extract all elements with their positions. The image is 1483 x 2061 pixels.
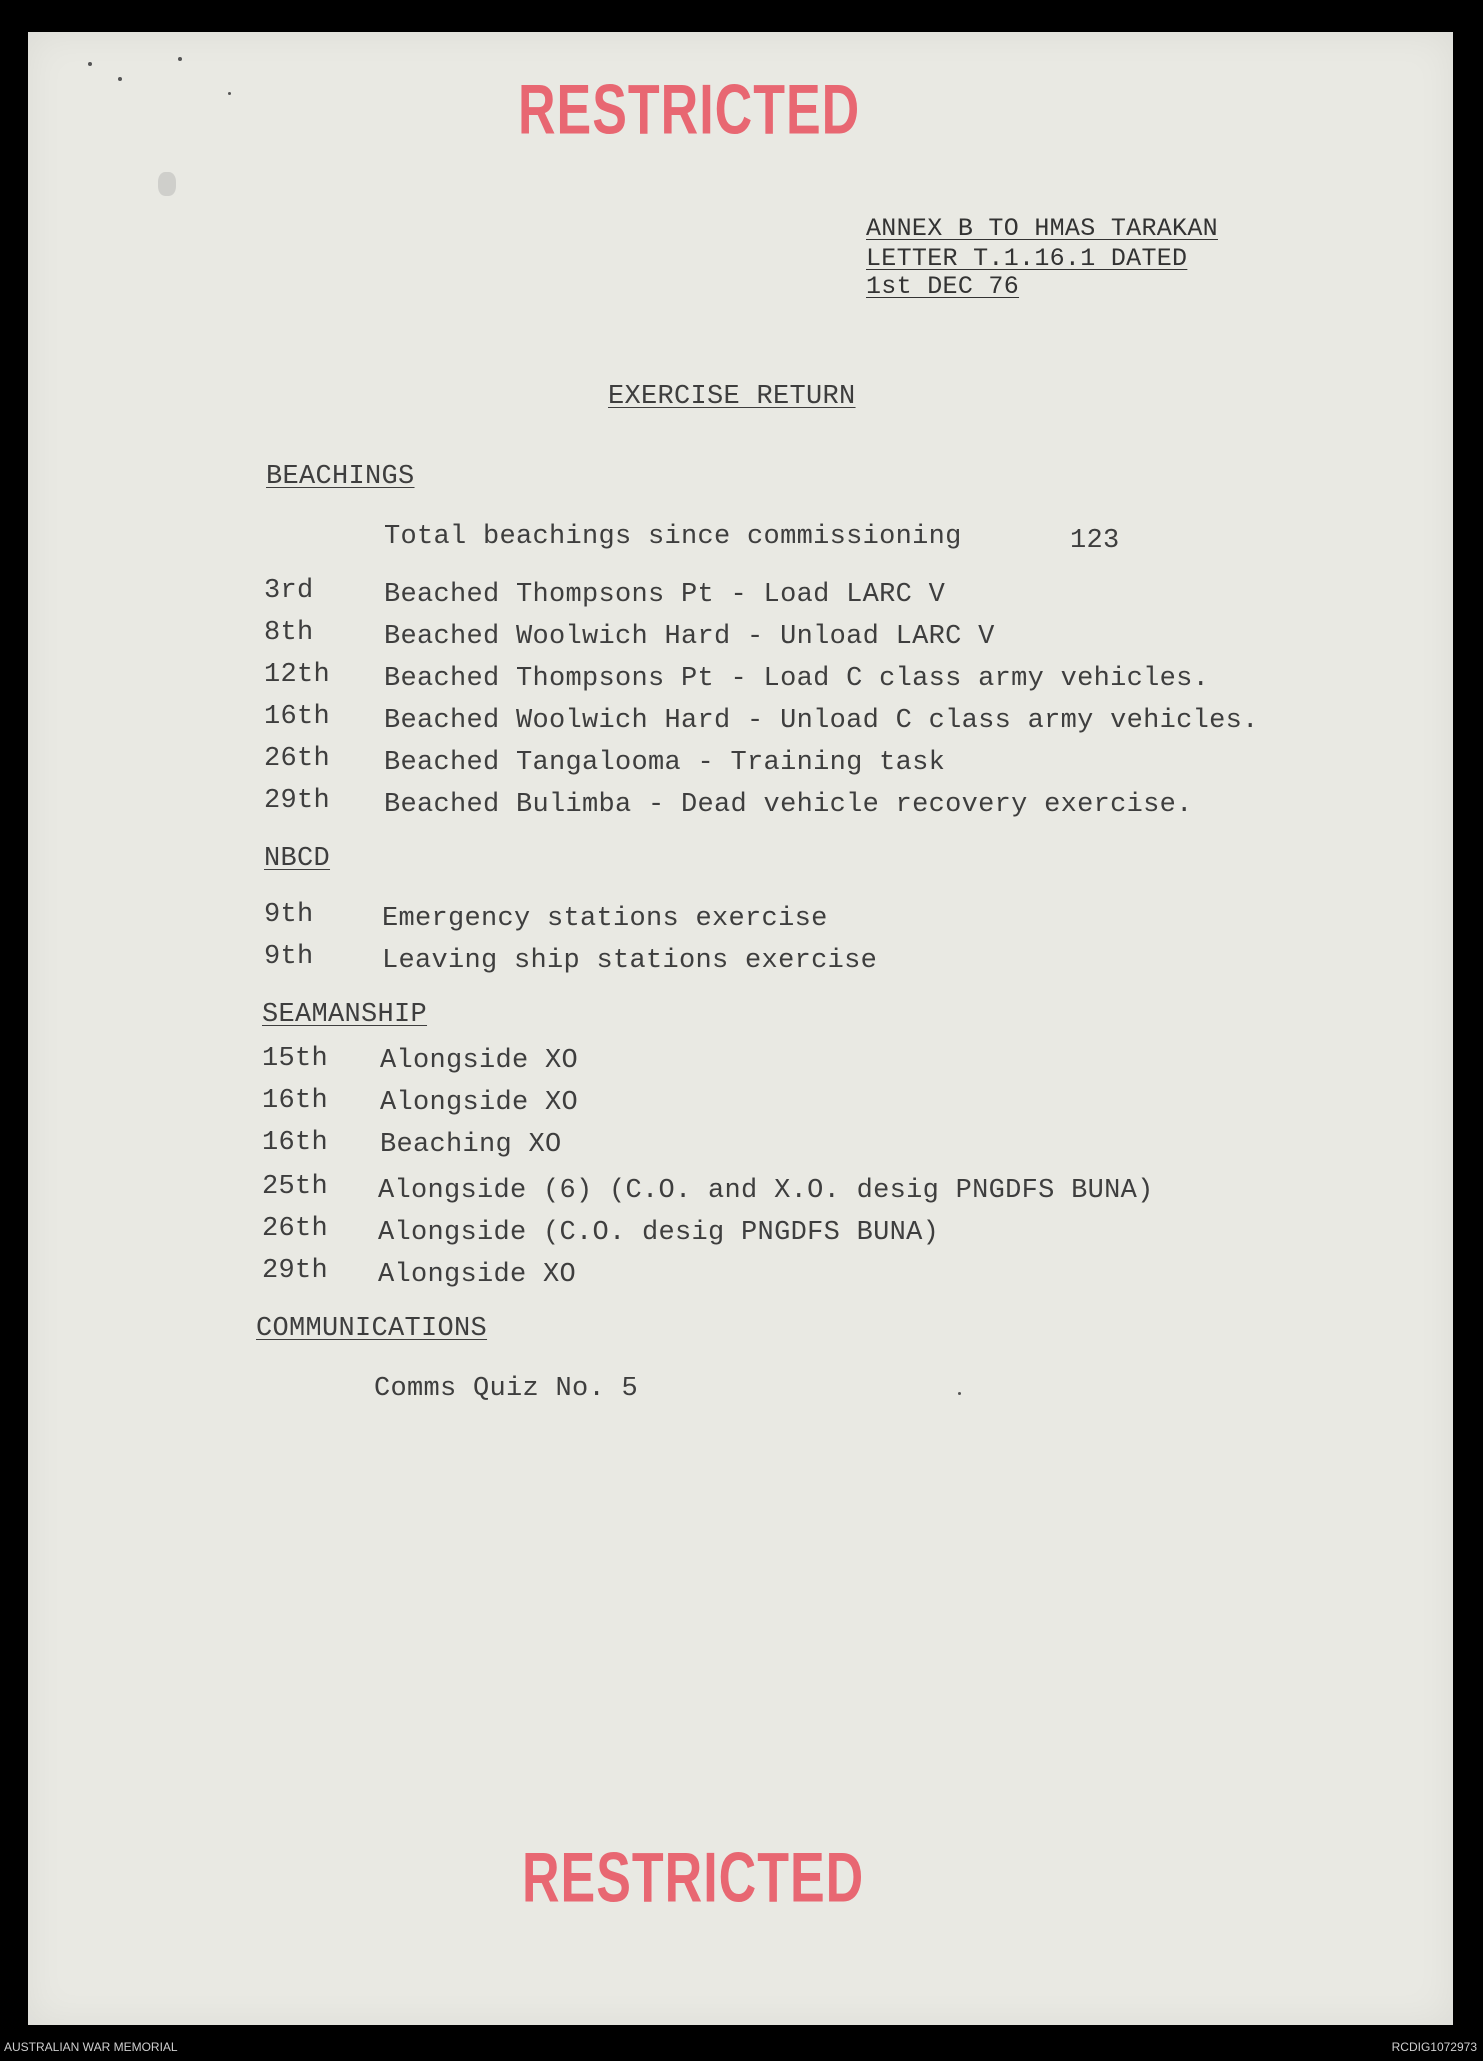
nbcd-heading: NBCD bbox=[264, 844, 331, 874]
total-beachings-label: Total beachings since commissioning bbox=[384, 522, 962, 552]
archive-credit: AUSTRALIAN WAR MEMORIAL bbox=[4, 2040, 178, 2054]
speck bbox=[88, 62, 92, 66]
seamanship-heading: SEAMANSHIP bbox=[262, 1000, 428, 1030]
annex-line-1: ANNEX B TO HMAS TARAKAN bbox=[866, 214, 1218, 243]
entry-text: Alongside (6) (C.O. and X.O. desig PNGDFS BUNA) bbox=[378, 1176, 1154, 1206]
entry-day: 16th bbox=[262, 1086, 329, 1116]
entry-text: Alongside (C.O. desig PNGDFS BUNA) bbox=[378, 1218, 940, 1248]
restricted-stamp-bottom: RESTRICTED bbox=[522, 1839, 865, 1918]
speck bbox=[118, 77, 122, 81]
entry-day: 25th bbox=[262, 1172, 329, 1202]
entry-day: 16th bbox=[264, 702, 331, 732]
entry-day: 16th bbox=[262, 1128, 329, 1158]
archive-id: RCDIG1072973 bbox=[1391, 2040, 1477, 2054]
beachings-heading: BEACHINGS bbox=[266, 462, 415, 492]
entry-text: Beached Thompsons Pt - Load LARC V bbox=[384, 580, 946, 610]
annex-line-2: LETTER T.1.16.1 DATED bbox=[866, 244, 1188, 273]
speck bbox=[228, 92, 231, 95]
entry-day: 29th bbox=[262, 1256, 329, 1286]
document-page bbox=[28, 32, 1453, 2025]
entry-text: Beached Tangalooma - Training task bbox=[384, 748, 946, 778]
entry-day: 12th bbox=[264, 660, 331, 690]
entry-text: Emergency stations exercise bbox=[382, 904, 828, 934]
speck bbox=[958, 1392, 961, 1395]
speck bbox=[178, 57, 182, 61]
communications-heading: COMMUNICATIONS bbox=[256, 1314, 488, 1344]
entry-text: Beached Thompsons Pt - Load C class army vehicles. bbox=[384, 664, 1210, 694]
entry-text: Beached Bulimba - Dead vehicle recovery exercise. bbox=[384, 790, 1193, 820]
entry-text: Alongside XO bbox=[380, 1088, 579, 1118]
entry-day: 15th bbox=[262, 1044, 329, 1074]
entry-day: 29th bbox=[264, 786, 331, 816]
entry-text: Beached Woolwich Hard - Unload LARC V bbox=[384, 622, 995, 652]
entry-day: 26th bbox=[264, 744, 331, 774]
comms-entry: Comms Quiz No. 5 bbox=[374, 1374, 639, 1404]
entry-text: Beaching XO bbox=[380, 1130, 562, 1160]
total-beachings-value: 123 bbox=[1070, 526, 1120, 556]
page-title: EXERCISE RETURN bbox=[608, 382, 856, 412]
entry-text: Alongside XO bbox=[380, 1046, 579, 1076]
entry-text: Alongside XO bbox=[378, 1260, 577, 1290]
entry-day: 26th bbox=[262, 1214, 329, 1244]
entry-day: 9th bbox=[264, 942, 314, 972]
annex-line-3: 1st DEC 76 bbox=[866, 272, 1020, 301]
entry-text: Leaving ship stations exercise bbox=[382, 946, 878, 976]
staple-mark bbox=[158, 172, 176, 196]
entry-day: 9th bbox=[264, 900, 314, 930]
entry-day: 3rd bbox=[264, 576, 314, 606]
entry-text: Beached Woolwich Hard - Unload C class army vehicles. bbox=[384, 706, 1259, 736]
entry-day: 8th bbox=[264, 618, 314, 648]
restricted-stamp-top: RESTRICTED bbox=[518, 71, 861, 150]
